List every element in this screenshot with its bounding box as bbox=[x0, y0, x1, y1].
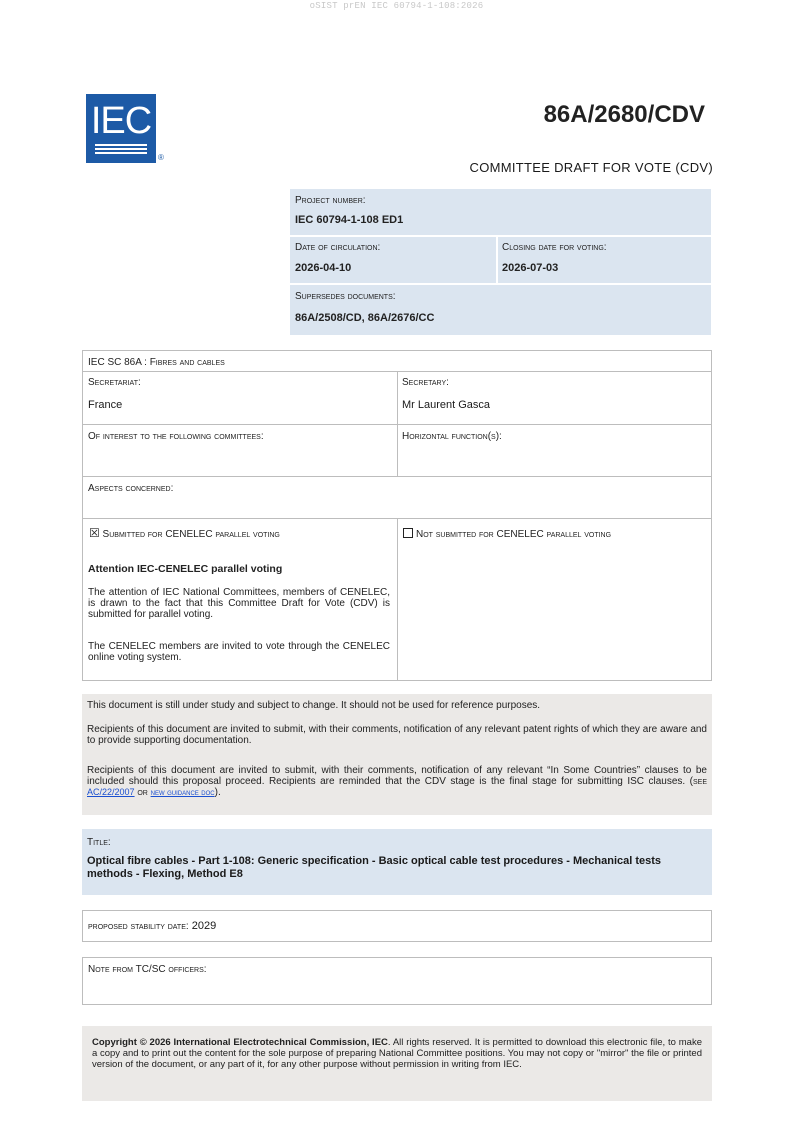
secretariat-label: Secretariat: bbox=[88, 377, 141, 388]
horizontal-label: Horizontal function(s): bbox=[402, 431, 502, 442]
row-divider bbox=[83, 424, 711, 425]
closing-date-value: 2026-07-03 bbox=[502, 262, 559, 274]
closing-date-label: Closing date for voting: bbox=[502, 242, 607, 253]
not-submitted-option[interactable] bbox=[403, 528, 611, 540]
submitted-option[interactable] bbox=[89, 528, 280, 540]
project-number-value: IEC 60794-1-108 ED1 bbox=[295, 214, 404, 226]
not-submitted-text-post: parallel voting bbox=[546, 529, 612, 540]
secretary-value: Mr Laurent Gasca bbox=[402, 399, 491, 411]
checked-box-icon[interactable]: ☒ bbox=[89, 526, 100, 540]
copyright-bold: Copyright © 2026 International Electrotechnical Commission, IEC bbox=[92, 1037, 388, 1048]
closing-date-cell bbox=[498, 237, 711, 283]
secretariat-value: France bbox=[88, 399, 123, 411]
iec-logo bbox=[86, 94, 156, 163]
stability-row bbox=[88, 920, 216, 932]
stability-box bbox=[82, 910, 712, 942]
interest-label: Of interest to the following committees: bbox=[88, 431, 264, 442]
row-divider bbox=[83, 476, 711, 477]
document-number: 86A/2680/CDV bbox=[543, 101, 705, 128]
date-circulation-cell bbox=[290, 237, 496, 283]
supersedes-cell bbox=[290, 285, 711, 335]
ac-22-2007-link[interactable]: AC/22/2007 bbox=[87, 787, 135, 797]
submitted-text-pre: Submitted for bbox=[102, 529, 163, 540]
supersedes-value: 86A/2508/CD, 86A/2676/CC bbox=[295, 312, 435, 324]
new-guidance-doc-link[interactable]: new guidance doc bbox=[150, 787, 215, 797]
submitted-text-post: parallel voting bbox=[215, 529, 280, 540]
committee-prefix: IEC SC 86A : bbox=[88, 357, 147, 368]
stability-label: proposed stability date: bbox=[88, 921, 189, 932]
date-circulation-value: 2026-04-10 bbox=[295, 262, 352, 274]
committee-title: Fibres and cables bbox=[149, 357, 225, 368]
project-number-cell bbox=[290, 189, 711, 235]
committee-name bbox=[88, 357, 225, 368]
or-text: or bbox=[137, 787, 148, 798]
supersedes-label: Supersedes documents: bbox=[295, 291, 396, 302]
secretary-label: Secretary: bbox=[402, 377, 449, 388]
registered-mark: ® bbox=[158, 153, 164, 162]
see-text: see bbox=[692, 776, 707, 787]
notice-paragraph-3-text: Recipients of this document are invited to submit, with their comments, notification of any relevant “In Some Countries” clauses to be included should this proposal proceed. Recipients are reminded that the CDV stage is the final stage for submitting ISC clauses. ( bbox=[87, 765, 707, 787]
close-paren: ). bbox=[214, 787, 221, 798]
attention-paragraph-2: The CENELEC members are invited to vote through the CENELEC online voting system. bbox=[88, 641, 390, 663]
logo-lines-icon bbox=[95, 144, 147, 156]
stability-value: 2029 bbox=[191, 920, 217, 932]
committee-table bbox=[82, 350, 712, 681]
copyright-block bbox=[82, 1026, 712, 1101]
attention-paragraph-1: The attention of IEC National Committees, members of CENELEC, is drawn to the fact that this Committee Draft for Vote (CDV) is submitted for parallel voting. bbox=[88, 587, 390, 620]
title-text: Optical fibre cables - Part 1-108: Generic specification - Basic optical cable test procedures - Mechanical tests methods - Flexing, Method E8 bbox=[87, 855, 662, 880]
logo-text: IEC bbox=[90, 100, 152, 142]
note-box bbox=[82, 957, 712, 1005]
project-number-label: Project number: bbox=[295, 195, 366, 206]
title-block bbox=[82, 829, 712, 895]
notice-paragraph-1: This document is still under study and subject to change. It should not be used for reference purposes. bbox=[87, 700, 541, 711]
notice-paragraph-3 bbox=[87, 765, 707, 798]
not-submitted-text-pre: Not submitted for bbox=[416, 529, 494, 540]
date-circulation-label: Date of circulation: bbox=[295, 242, 381, 253]
document-type: COMMITTEE DRAFT FOR VOTE (CDV) bbox=[469, 160, 713, 175]
notice-block bbox=[82, 694, 712, 815]
attention-title: Attention IEC-CENELEC parallel voting bbox=[88, 563, 283, 575]
copyright-body: . All rights reserved. It is permitted to download this electronic file, to make a copy and to print out the content for the sole purpose of preparing National Committee positions. You may not copy or "mirror" the file or printed version of the document, or any part of it, for any other purpose without permission in writing from IEC. bbox=[92, 1037, 702, 1070]
title-label: Title: bbox=[87, 837, 111, 848]
not-submitted-text-mid: CENELEC bbox=[496, 529, 544, 540]
submitted-text-mid: CENELEC bbox=[165, 529, 213, 540]
copyright-text bbox=[92, 1037, 702, 1070]
notice-paragraph-2: Recipients of this document are invited to submit, with their comments, notification of any relevant patent rights of which they are aware and to provide supporting documentation. bbox=[87, 724, 707, 746]
unchecked-box-icon[interactable] bbox=[403, 528, 413, 538]
watermark: oSIST prEN IEC 60794-1-108:2026 bbox=[309, 1, 484, 11]
aspects-label: Aspects concerned: bbox=[88, 483, 174, 494]
column-divider bbox=[397, 518, 398, 680]
note-label: Note from TC/SC officers: bbox=[88, 964, 207, 975]
